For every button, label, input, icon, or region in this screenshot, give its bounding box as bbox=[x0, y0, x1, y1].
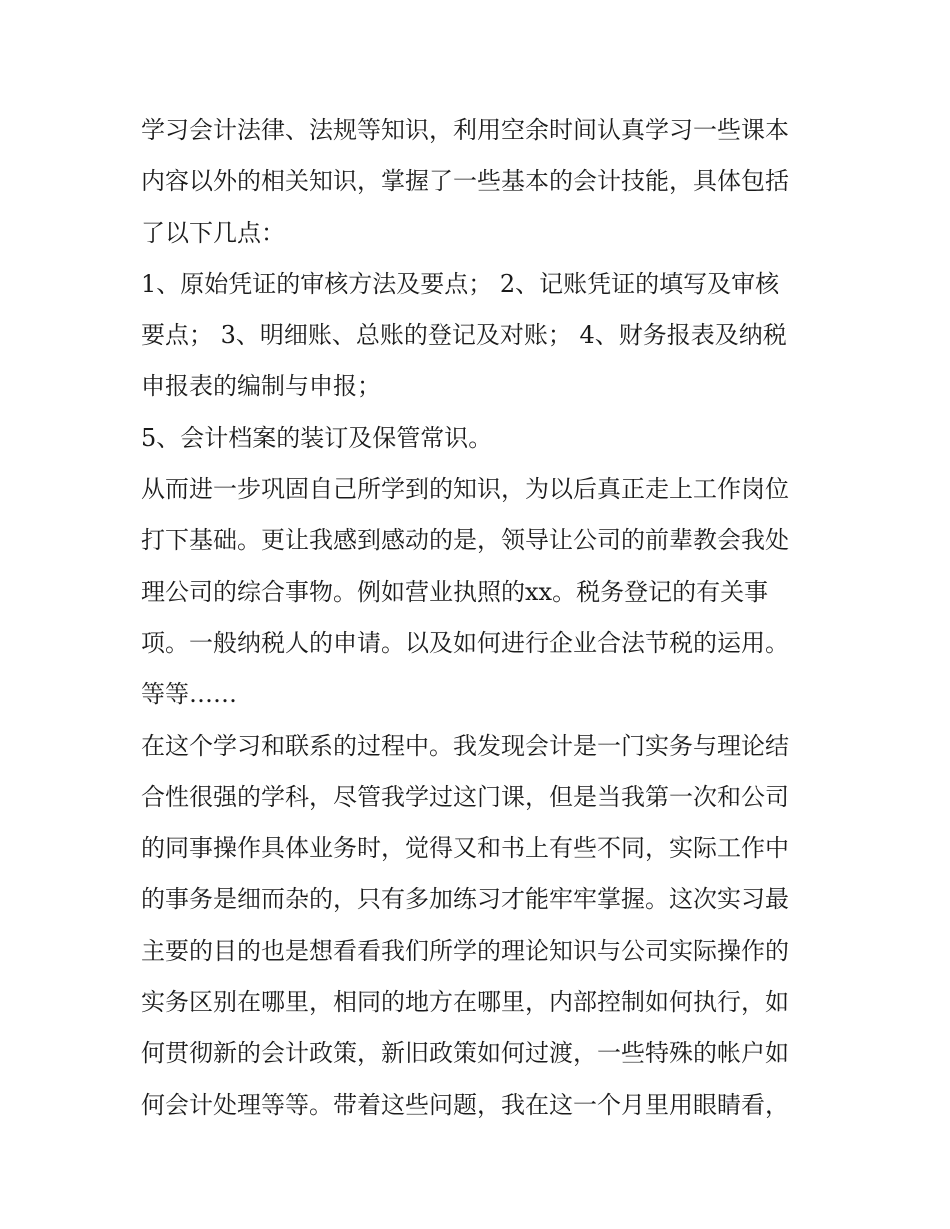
text-line: 学习会计法律、法规等知识，利用空余时间认真学习一些课本 bbox=[141, 116, 789, 144]
document-body bbox=[141, 105, 821, 1131]
text-line: 实务区别在哪里，相同的地方在哪里，内部控制如何执行，如 bbox=[141, 988, 789, 1017]
text-line: 从而进一步巩固自己所学到的知识，为以后真正走上工作岗位 bbox=[141, 475, 789, 504]
text-line: 申报表的编制与申报； bbox=[141, 372, 381, 401]
text-line: 何贯彻新的会计政策，新旧政策如何过渡，一些特殊的帐户如 bbox=[141, 1039, 789, 1068]
text-line: 打下基础。更让我感到感动的是，领导让公司的前辈教会我处 bbox=[141, 526, 789, 555]
text-line: 1、原始凭证的审核方法及要点； 2、记账凭证的填写及审核 bbox=[141, 269, 780, 298]
text-line: 项。一般纳税人的申请。以及如何进行企业合法节税的运用。 bbox=[141, 628, 789, 657]
text-line: 合性很强的学科，尽管我学过这门课，但是当我第一次和公司 bbox=[141, 782, 789, 811]
text-line: 了以下几点： bbox=[141, 218, 285, 247]
text-line: 的同事操作具体业务时，觉得又和书上有些不同，实际工作中 bbox=[141, 834, 789, 863]
text-line: 内容以外的相关知识，掌握了一些基本的会计技能，具体包括 bbox=[141, 167, 789, 196]
text-line: 理公司的综合事物。例如营业执照的xx。税务登记的有关事 bbox=[141, 577, 769, 606]
text-line: 等等…… bbox=[141, 680, 237, 709]
text-line: 要点； 3、明细账、总账的登记及对账； 4、财务报表及纳税 bbox=[141, 321, 787, 350]
text-line: 的事务是细而杂的，只有多加练习才能牢牢掌握。这次实习最 bbox=[141, 885, 789, 914]
text-line: 主要的目的也是想看看我们所学的理论知识与公司实际操作的 bbox=[141, 936, 789, 965]
text-line: 5、会计档案的装订及保管常识。 bbox=[141, 423, 493, 452]
text-line: 何会计处理等等。带着这些问题，我在这一个月里用眼睛看， bbox=[141, 1090, 789, 1119]
text-line: 在这个学习和联系的过程中。我发现会计是一门实务与理论结 bbox=[141, 731, 789, 760]
